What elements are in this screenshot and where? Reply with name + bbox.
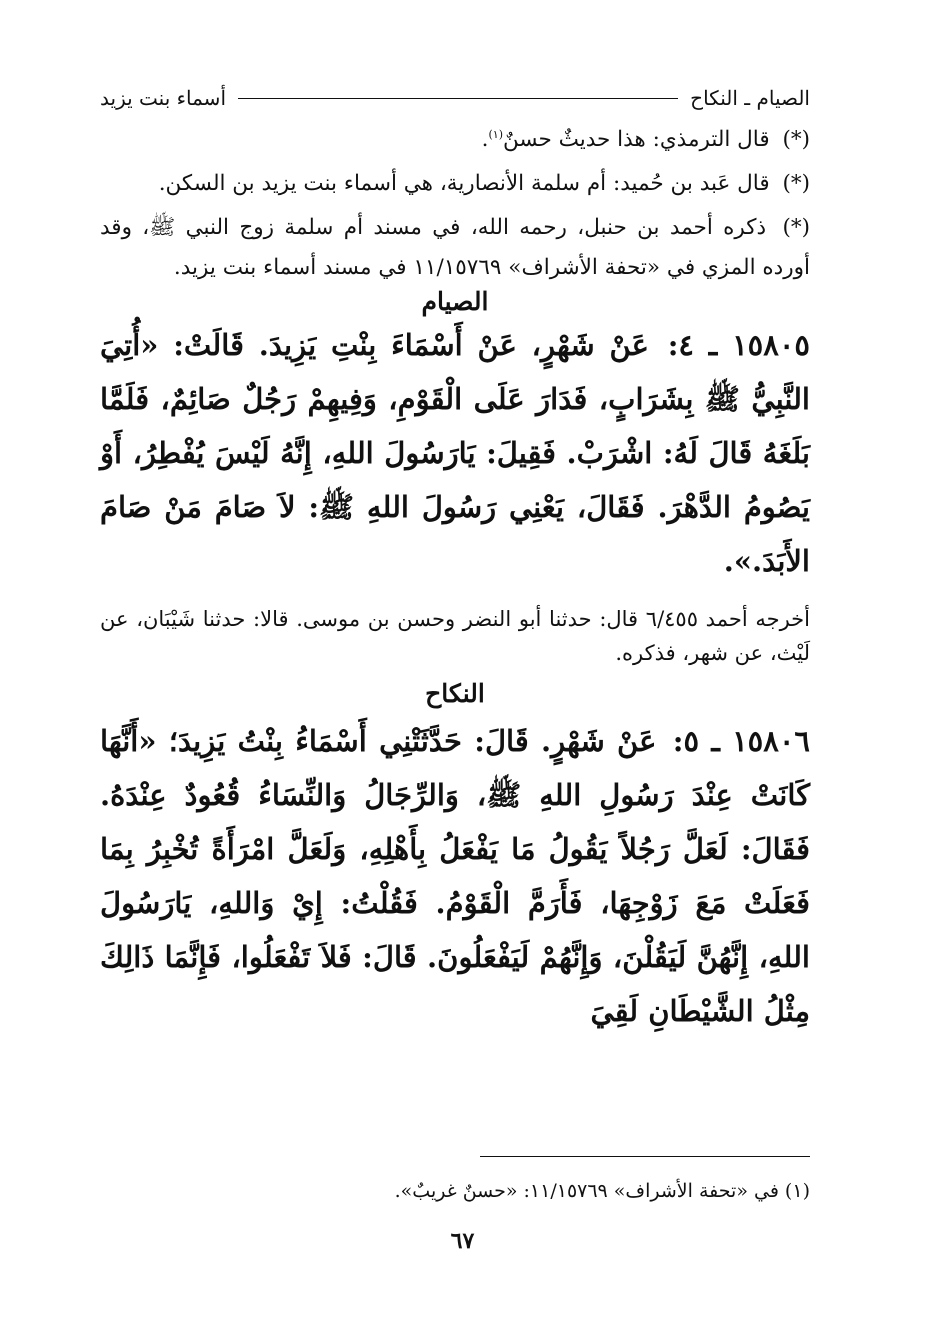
- page-number: ٦٧: [450, 1228, 475, 1254]
- section-title-fasting: الصيام: [421, 287, 489, 316]
- header-chapter-title: الصيام ـ النكاح: [690, 86, 810, 110]
- note-end: .: [481, 127, 489, 152]
- footnote-rule: [480, 1156, 810, 1157]
- editor-note-tirmidhi: [100, 120, 810, 160]
- note-star-marker: (*): [782, 171, 810, 196]
- note-text: قال عَبد بن حُميد: أم سلمة الأنصارية، هي أسماء بنت يزيد بن السكن.: [158, 171, 770, 196]
- note-text: قال الترمذي: هذا حديثٌ حسنٌ: [502, 127, 770, 152]
- hadith-text: عَنْ شَهْرٍ. قَالَ: حَدَّثَتْنِي أَسْمَاءُ بِنْتُ يَزِيدَ؛ «أَنَّهَا كَانَتْ عِنْدَ رَسُولِ اللهِ ﷺ، وَالرِّجَالُ وَالنِّسَاءُ قُعُودٌ عِنْدَهُ. فَقَالَ: لَعَلَّ رَجُلاً يَقُولُ مَا يَفْعَلُ بِأَهْلِهِ، وَلَعَلَّ امْرَأَةً تُخْبِرُ بِمَا فَعَلَتْ مَعَ زَوْجِهَا، فَأَرَمَّ الْقَوْمُ. فَقُلْتُ: إِيْ وَاللهِ، يَارَسُولَ اللهِ، إِنَّهُنَّ لَيَقُلْنَ، وَإِنَّهُمْ لَيَفْعَلُونَ. قَالَ: فَلاَ تَفْعَلُوا، فَإِنَّمَا ذَالِكَ مِثْلُ الشَّيْطَانِ لَقِيَ: [100, 724, 810, 1028]
- note-star-marker: (*): [782, 127, 810, 152]
- editor-note-ahmad: [100, 208, 810, 288]
- hadith-number: ١٥٨٠٥ ـ ٤:: [667, 328, 810, 362]
- hadith-source-15805: أخرجه أحمد ٦/٤٥٥ قال: حدثنا أبو النضر وحسن بن موسى. قالا: حدثنا شَيْبَان، عن لَيْث، عن شهر، فذكره.: [100, 607, 810, 665]
- editor-note-abd-ibn-humaid: [100, 164, 810, 204]
- footnote: (١) في «تحفة الأشراف» ١١/١٥٧٦٩: «حسنٌ غريبٌ».: [394, 1180, 810, 1202]
- hadith-number: ١٥٨٠٦ ـ ٥:: [672, 724, 810, 758]
- note-text: ذكره أحمد بن حنبل، رحمه الله، في مسند أم سلمة زوج النبي ﷺ، وقد أورده المزي في «تحفة الأشراف» ١١/١٥٧٦٩ في مسند أسماء بنت يزيد.: [100, 215, 810, 280]
- footnote-ref: (١): [488, 127, 503, 141]
- section-title-marriage: النكاح: [425, 679, 485, 708]
- hadith-15806: [100, 714, 810, 1038]
- hadith-text: عَنْ شَهْرٍ، عَنْ أَسْمَاءَ بِنْتِ يَزِيدَ. قَالَتْ: «أُتِيَ النَّبِيُّ ﷺ بِشَرَابٍ، فَدَارَ عَلَى الْقَوْمِ، وَفِيهِمْ رَجُلٌ صَائِمٌ، فَلَمَّا بَلَغَهُ قَالَ لَهُ: اشْرَبْ. فَقِيلَ: يَارَسُولَ اللهِ، إِنَّهُ لَيْسَ يُفْطِرُ، أَوْ يَصُومُ الدَّهْرَ. فَقَالَ، يَعْنِي رَسُولَ اللهِ ﷺ: لاَ صَامَ مَنْ صَامَ الأَبَدَ.».: [100, 328, 810, 578]
- hadith-15805: [100, 318, 810, 588]
- header-rule: [238, 98, 678, 99]
- running-header: [100, 80, 810, 116]
- note-star-marker: (*): [782, 215, 810, 240]
- header-musnad-title: أسماء بنت يزيد: [100, 86, 226, 110]
- page-body: [100, 80, 810, 1038]
